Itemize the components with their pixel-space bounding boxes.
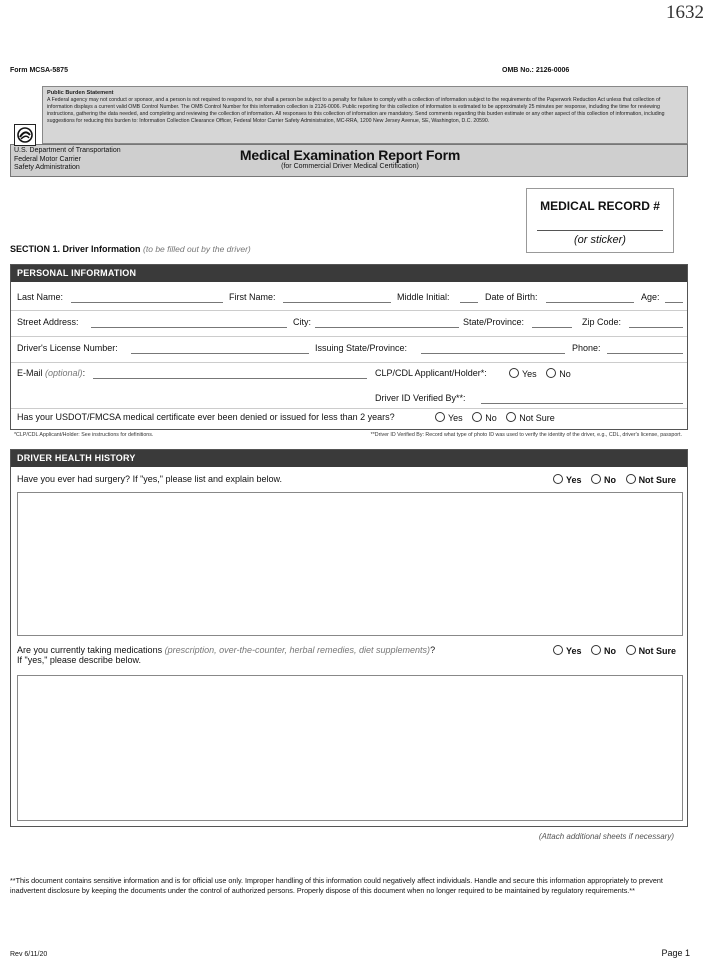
health-history-header: DRIVER HEALTH HISTORY [11, 450, 687, 467]
row-divider [11, 336, 687, 337]
medications-not-sure-option[interactable] [626, 646, 677, 656]
row-divider [11, 408, 687, 409]
attach-note: (Attach additional sheets if necessary) [538, 832, 674, 841]
driver-health-history-section [10, 449, 688, 827]
burden-title: Public Burden Statement [47, 90, 114, 96]
medications-yes-label: Yes [566, 646, 582, 656]
age-label: Age: [641, 292, 660, 302]
middle-initial-label: Middle Initial: [397, 292, 450, 302]
dot-emblem-icon [17, 127, 33, 143]
phone-label: Phone: [572, 343, 601, 353]
email-field[interactable] [93, 378, 367, 379]
clp-yes-option[interactable] [509, 369, 537, 379]
medications-no-radio[interactable] [591, 645, 601, 655]
medical-record-line[interactable] [537, 230, 663, 231]
denied-no-label: No [485, 413, 497, 423]
medical-record-title: MEDICAL RECORD # [540, 199, 660, 213]
license-field[interactable] [131, 353, 309, 354]
medications-note: (prescription, over-the-counter, herbal remedies, diet supplements) [164, 645, 431, 655]
clp-no-option[interactable] [546, 369, 571, 379]
first-name-label: First Name: [229, 292, 276, 302]
section-1-note: (to be filled out by the driver) [143, 244, 251, 254]
clp-no-radio[interactable] [546, 368, 556, 378]
agency-line-3: Safety Administration [14, 164, 80, 171]
agency-line-2: Federal Motor Carrier [14, 155, 81, 163]
denied-yes-radio[interactable] [435, 412, 445, 422]
medications-not-sure-radio[interactable] [626, 645, 636, 655]
zip-field[interactable] [629, 327, 683, 328]
clp-cdl-options [509, 368, 578, 379]
state-field[interactable] [532, 327, 572, 328]
denied-no-radio[interactable] [472, 412, 482, 422]
surgery-yes-label: Yes [566, 475, 582, 485]
medications-not-sure-label: Not Sure [638, 646, 677, 656]
license-label: Driver's License Number: [17, 343, 118, 353]
issuing-state-label: Issuing State/Province: [315, 343, 408, 353]
denied-options [435, 412, 562, 423]
denied-not-sure-label: Not Sure [519, 413, 555, 423]
denied-not-sure-option[interactable] [506, 413, 555, 423]
medications-no-option[interactable] [591, 646, 616, 656]
surgery-not-sure-radio[interactable] [626, 474, 636, 484]
medical-record-box[interactable] [526, 188, 674, 253]
surgery-yes-radio[interactable] [553, 474, 563, 484]
denied-no-option[interactable] [472, 413, 497, 423]
medications-description-box[interactable] [17, 675, 683, 821]
medications-no-label: No [604, 646, 617, 656]
form-number: Form MCSA-5875 [10, 67, 68, 74]
section-1-heading [10, 244, 251, 254]
denied-question: Has your USDOT/FMCSA medical certificate ever been denied or issued for less than 2 years? [17, 412, 395, 422]
medications-question [17, 645, 435, 655]
medical-record-sticker: (or sticker) [574, 234, 626, 246]
age-field[interactable] [665, 302, 683, 303]
city-field[interactable] [315, 327, 459, 328]
city-label: City: [293, 317, 311, 327]
sensitive-info-disclaimer: **This document contains sensitive information and is for official use only. Improper handling of this information could negatively affect individuals. Handle and secure this information appropriately to prevent inadvertent disclosure by keeping the documents under the control of authorized persons. Properly dispose of this document when no longer required to be maintained by regulatory requirements.** [10, 876, 663, 895]
first-name-field[interactable] [283, 302, 391, 303]
email-label-text: E-Mail [17, 368, 43, 378]
surgery-no-radio[interactable] [591, 474, 601, 484]
omb-number: OMB No.: 2126-0006 [502, 67, 570, 74]
denied-yes-option[interactable] [435, 413, 463, 423]
surgery-explanation-box[interactable] [17, 492, 683, 636]
street-label: Street Address: [17, 317, 79, 327]
surgery-not-sure-option[interactable] [626, 475, 677, 485]
email-optional: (optional) [45, 368, 83, 378]
surgery-not-sure-label: Not Sure [638, 475, 677, 485]
row-divider [11, 362, 687, 363]
burden-statement [42, 86, 688, 144]
medications-yes-option[interactable] [553, 646, 582, 656]
medications-describe: If "yes," please describe below. [17, 655, 141, 665]
surgery-no-label: No [604, 475, 617, 485]
middle-initial-field[interactable] [460, 302, 478, 303]
form-subtitle: (for Commercial Driver Medical Certification) [281, 163, 419, 170]
medications-question-end: ? [430, 645, 436, 655]
surgery-question: Have you ever had surgery? If "yes," please list and explain below. [17, 474, 283, 484]
issuing-state-field[interactable] [421, 353, 565, 354]
medications-yes-radio[interactable] [553, 645, 563, 655]
denied-yes-label: Yes [448, 413, 463, 423]
revision-date: Rev 6/11/20 [10, 951, 48, 958]
page-number: 1632 [666, 2, 704, 23]
dob-field[interactable] [546, 302, 634, 303]
state-label: State/Province: [463, 317, 525, 327]
medications-options [553, 645, 676, 656]
section-1-title: SECTION 1. Driver Information [10, 244, 141, 254]
clp-yes-radio[interactable] [509, 368, 519, 378]
dob-label: Date of Birth: [485, 292, 538, 302]
burden-text: A Federal agency may not conduct or sponsor, and a person is not required to respond to, nor shall a person be subject to a penalty for failure to comply with a collection of information subject to the requirements of the Paperwork Reduction Act unless that collection of information displays a current valid OMB Control Number. The OMB Control Number for this information collection is 2126-0006. Public reporting for this collection of information is estimated to be approximately 25 minutes per response, including the time for reviewing instructions, gathering the data needed, and completing and reviewing the collection of information. All responses to this collection of information are mandatory. Send comments regarding this burden estimate or any other aspect of this collection of information, including suggestions for reducing this burden to: Information Collection Clearance Officer, Federal Motor Carrier Safety Administration, MC-RRA, 1200 New Jersey Avenue, SE, Washington, D.C. 20590. [47, 97, 665, 124]
clp-yes-label: Yes [522, 369, 537, 379]
last-name-field[interactable] [71, 302, 223, 303]
zip-label: Zip Code: [582, 317, 622, 327]
footnote-clp: *CLP/CDL Applicant/Holder: See instructions for definitions. [14, 432, 154, 438]
clp-no-label: No [559, 369, 571, 379]
denied-not-sure-radio[interactable] [506, 412, 516, 422]
medications-question-text: Are you currently taking medications [17, 645, 163, 655]
email-label [17, 368, 85, 378]
verified-by-label: Driver ID Verified By**: [375, 393, 466, 403]
row-divider [11, 310, 687, 311]
agency-line-1: U.S. Department of Transportation [14, 147, 121, 154]
last-name-label: Last Name: [17, 292, 64, 302]
personal-information-header: PERSONAL INFORMATION [11, 265, 687, 282]
verified-by-field[interactable] [481, 403, 683, 404]
surgery-options [553, 474, 676, 485]
surgery-yes-option[interactable] [553, 475, 582, 485]
form-title: Medical Examination Report Form [239, 147, 461, 163]
phone-field[interactable] [607, 353, 683, 354]
footnote-verified: **Driver ID Verified By: Record what type of photo ID was used to verify the identity of the driver, e.g., CDL, driver's license, passport. [370, 432, 682, 438]
street-field[interactable] [91, 327, 287, 328]
page-label: Page 1 [661, 948, 690, 958]
dot-logo-icon [14, 124, 36, 146]
personal-information-section [10, 264, 688, 430]
surgery-no-option[interactable] [591, 475, 616, 485]
clp-cdl-label: CLP/CDL Applicant/Holder*: [375, 368, 487, 378]
email-colon: : [82, 368, 86, 378]
